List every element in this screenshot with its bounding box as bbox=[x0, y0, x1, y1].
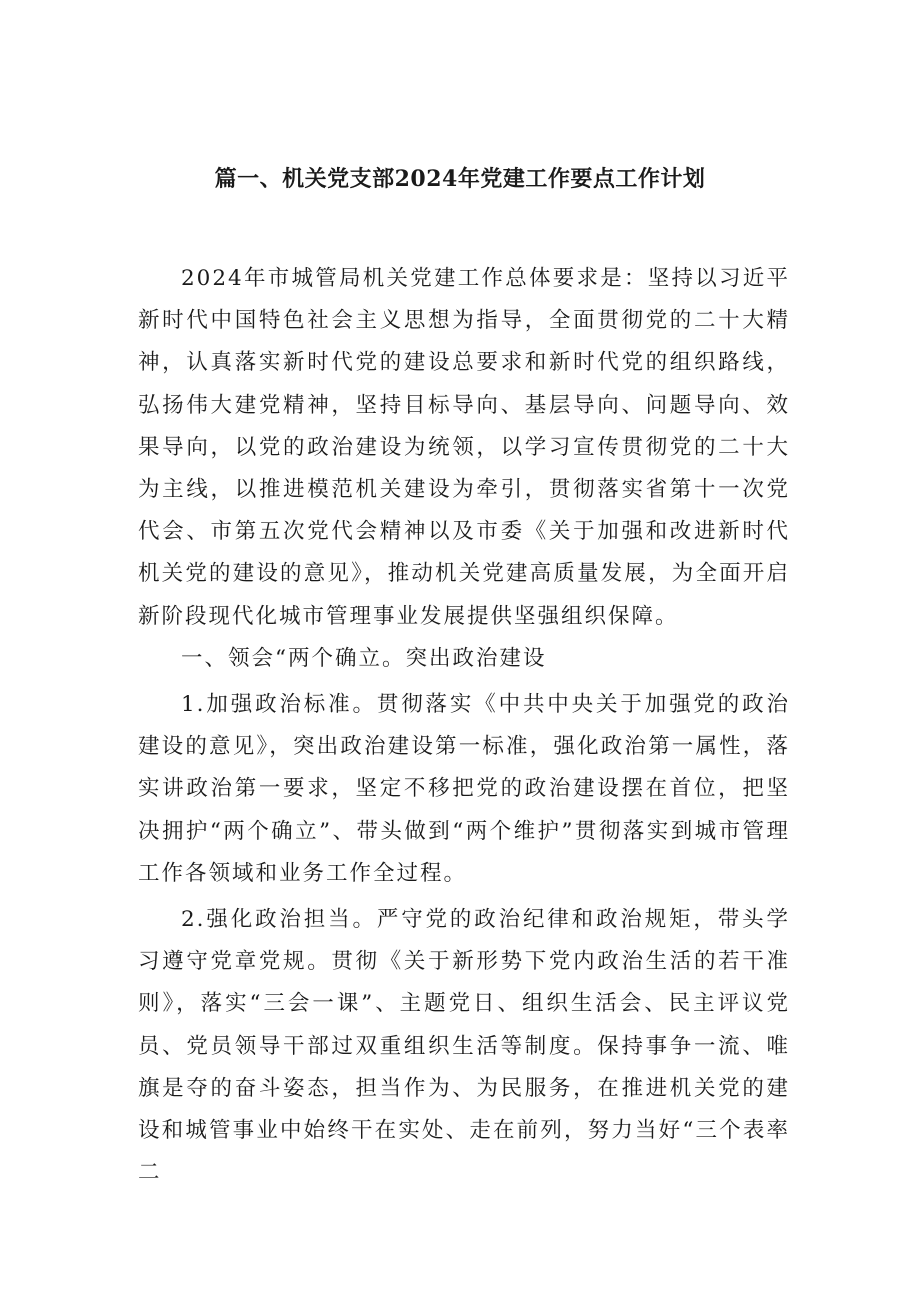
document-body bbox=[138, 258, 790, 1194]
paragraph-overall-requirements: 2024年市城管局机关党建工作总体要求是：坚持以习近平新时代中国特色社会主义思想为指导，全面贯彻党的二十大精神，认真落实新时代党的建设总要求和新时代党的组织路线，弘扬伟大建党精神，坚持目标导向、基层导向、问题导向、效果导向，以党的政治建设为统领，以学习宣传贯彻党的二十大为主线，以推进模范机关建设为牵引，贯彻落实省第十一次党代会、市第五次党代会精神以及市委《关于加强和改进新时代机关党的建设的意见》，推动机关党建高质量发展，为全面开启新阶段现代化城市管理事业发展提供坚强组织保障。 bbox=[138, 266, 790, 629]
section-heading-political-building: 一、领会“两个确立。突出政治建设 bbox=[181, 645, 547, 671]
paragraph-item-1: 1.加强政治标准。贯彻落实《中共中央关于加强党的政治建设的意见》，突出政治建设第一标准，强化政治第一属性，落实讲政治第一要求，坚定不移把党的政治建设摆在首位，把坚决拥护“两个确立”、带头做到“两个维护”贯彻落实到城市管理工作各领域和业务工作全过程。 bbox=[138, 692, 790, 886]
paragraph-item-2: 2.强化政治担当。严守党的政治纪律和政治规矩，带头学习遵守党章党规。贯彻《关于新形势下党内政治生活的若干准则》，落实“三会一课”、主题党日、组织生活会、民主评议党员、党员领导干部过双重组织生活等制度。保持事争一流、唯旗是夺的奋斗姿态，担当作为、为民服务，在推进机关党的建设和城管事业中始终干在实处、走在前列，努力当好“三个表率二 bbox=[138, 907, 790, 1186]
document-title: 篇一、机关党支部2024年党建工作要点工作计划 bbox=[214, 166, 706, 192]
